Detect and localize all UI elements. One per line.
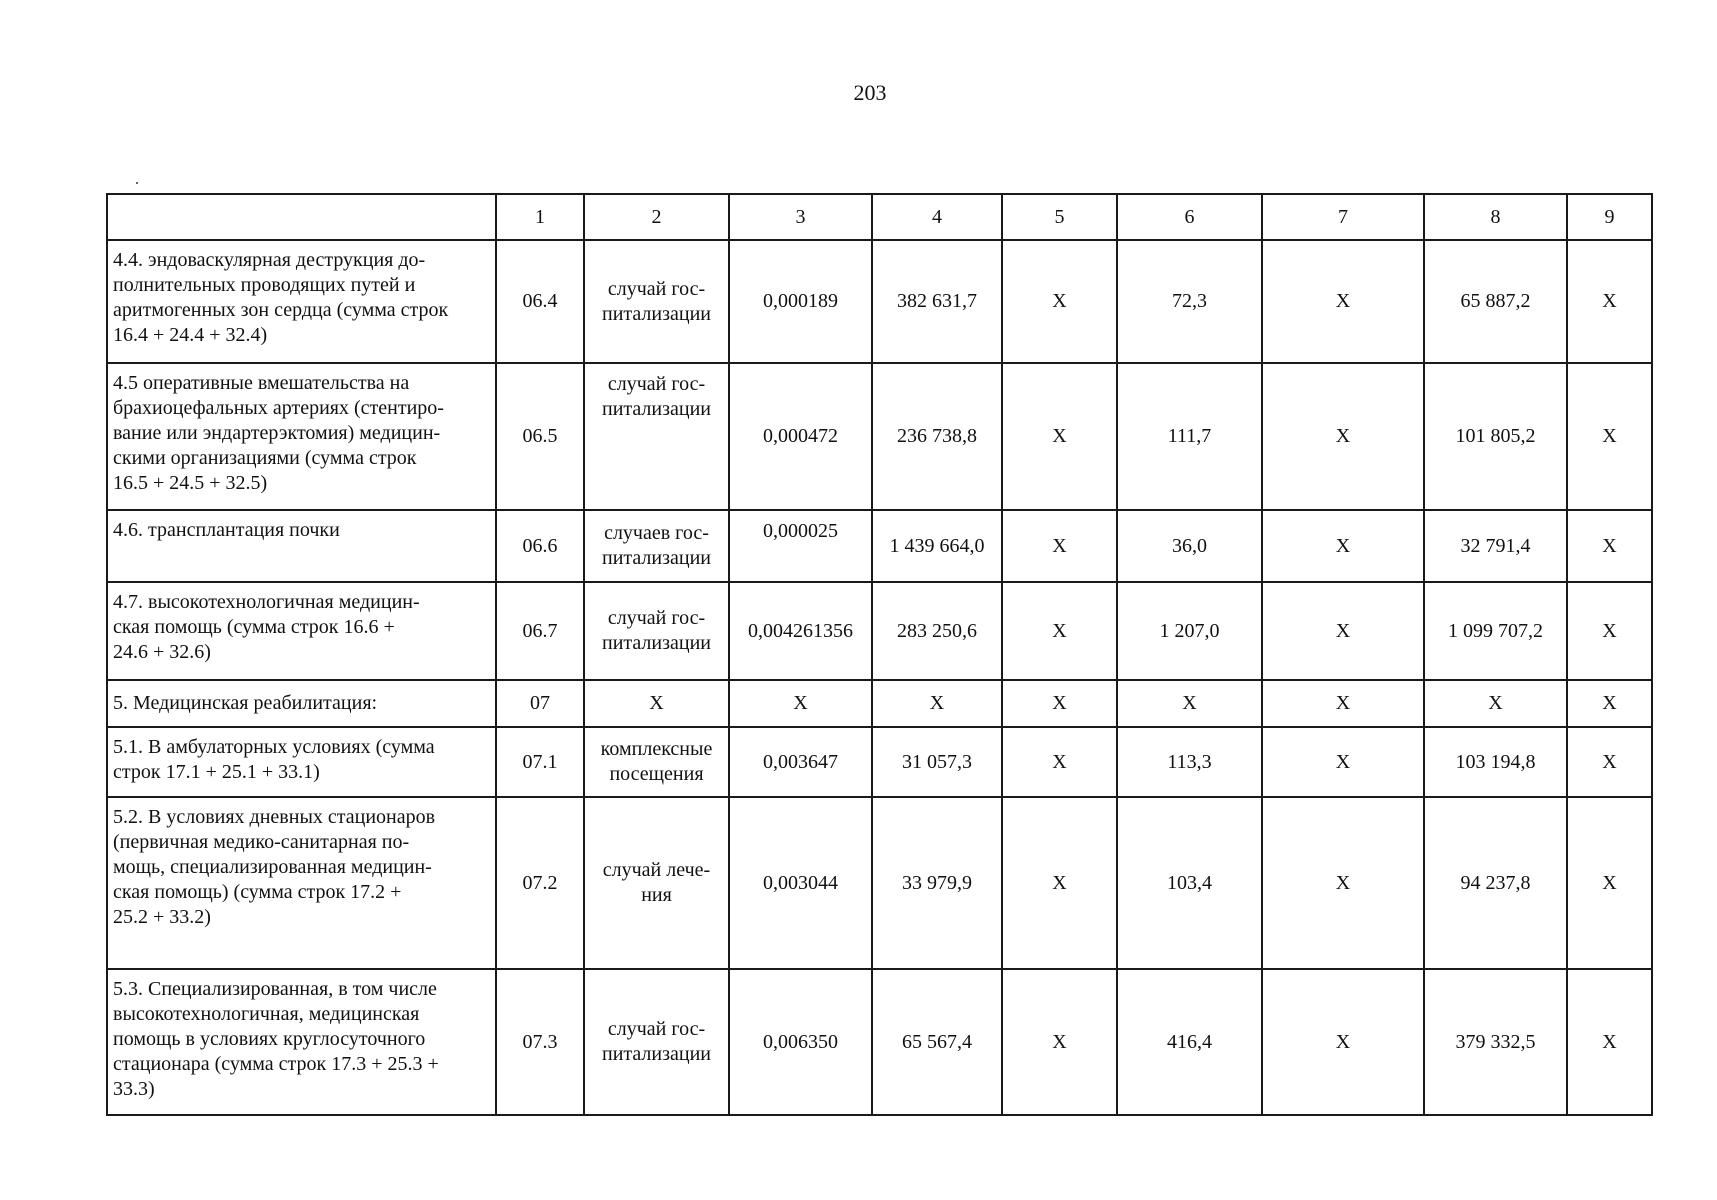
row-name-line: ская помощь) (сумма строк 17.2 +	[113, 881, 402, 903]
row-name-cell	[107, 727, 496, 797]
row-name-line: 16.5 + 24.5 + 32.5)	[113, 472, 268, 494]
data-table	[106, 193, 1653, 1116]
row-name-line: 16.4 + 24.4 + 32.4)	[113, 324, 268, 346]
row-name-line: мощь, специализированная медицин-	[113, 856, 432, 878]
row-code-cell: 06.5	[496, 363, 584, 510]
row-name-line: 5.2. В условиях дневных стационаров	[113, 806, 436, 828]
row-unit-line: комплексные	[600, 738, 713, 760]
row-col6-cell: 36,0	[1117, 510, 1262, 582]
row-unit-line: случай гос-	[607, 373, 706, 395]
row-name-line: 24.6 + 32.6)	[113, 641, 211, 663]
row-col5-cell: Х	[1002, 240, 1117, 363]
row-name-line: помощь в условиях круглосуточного	[113, 1028, 426, 1050]
row-name-line: 5.1. В амбулаторных условиях (сумма	[113, 736, 435, 758]
row-name-cell	[107, 797, 496, 969]
row-name-line: ская помощь (сумма строк 16.6 +	[113, 616, 395, 638]
row-code-cell: 07.3	[496, 969, 584, 1115]
row-col8-cell: 65 887,2	[1424, 240, 1567, 363]
row-col8-cell: 1 099 707,2	[1424, 582, 1567, 680]
row-col3-cell: 0,000472	[729, 363, 872, 510]
row-col3-cell: 0,000189	[729, 240, 872, 363]
row-col4-cell: 1 439 664,0	[872, 510, 1002, 582]
row-unit-line: питализации	[601, 302, 711, 325]
row-col4-cell: Х	[872, 680, 1002, 727]
row-name-cell	[107, 680, 496, 727]
row-name-line: высокотехнологичная, медицинская	[113, 1003, 420, 1025]
row-col8-cell: 379 332,5	[1424, 969, 1567, 1115]
row-col6-cell: 113,3	[1117, 727, 1262, 797]
row-col6-cell: Х	[1117, 680, 1262, 727]
row-code-cell: 07	[496, 680, 584, 727]
table-row	[107, 797, 1652, 969]
row-unit-cell	[584, 363, 729, 510]
row-name-line: стационара (сумма строк 17.3 + 25.3 +	[113, 1053, 439, 1075]
row-col7-cell: Х	[1262, 363, 1424, 510]
row-col6-cell: 72,3	[1117, 240, 1262, 363]
row-name-line: 4.7. высокотехнологичная медицин-	[113, 591, 420, 613]
row-name-cell	[107, 363, 496, 510]
row-col4-cell: 283 250,6	[872, 582, 1002, 680]
row-unit-line: случай лече-	[602, 859, 711, 881]
row-name-line: полнительных проводящих путей и	[113, 274, 416, 296]
row-col3-cell: 0,004261356	[729, 582, 872, 680]
row-col8-cell: 103 194,8	[1424, 727, 1567, 797]
row-unit-cell	[584, 969, 729, 1115]
row-name-line: брахиоцефальных артериях (стентиро-	[113, 397, 444, 419]
row-code-cell: 06.4	[496, 240, 584, 363]
header-cell-8: 8	[1424, 194, 1567, 240]
header-cell-6: 6	[1117, 194, 1262, 240]
row-col9-cell: Х	[1567, 582, 1652, 680]
row-col6-cell: 103,4	[1117, 797, 1262, 969]
row-name-cell	[107, 969, 496, 1115]
row-code-cell: 07.2	[496, 797, 584, 969]
row-col4-cell: 236 738,8	[872, 363, 1002, 510]
table-row	[107, 510, 1652, 582]
row-col4-cell: 33 979,9	[872, 797, 1002, 969]
row-col5-cell: Х	[1002, 363, 1117, 510]
row-name-line: строк 17.1 + 25.1 + 33.1)	[113, 761, 320, 783]
row-unit-line: случай гос-	[607, 277, 706, 300]
header-cell-7: 7	[1262, 194, 1424, 240]
row-unit-line: Х	[649, 692, 664, 714]
table-row	[107, 582, 1652, 680]
row-unit-cell	[584, 582, 729, 680]
row-unit-line: питализации	[601, 547, 711, 569]
row-code-cell: 07.1	[496, 727, 584, 797]
row-name-line: 5. Медицинская реабилитация:	[113, 692, 378, 714]
row-name-cell	[107, 582, 496, 680]
row-col3-cell: 0,003044	[729, 797, 872, 969]
row-col5-cell: Х	[1002, 680, 1117, 727]
row-col5-cell: Х	[1002, 582, 1117, 680]
row-col6-cell: 416,4	[1117, 969, 1262, 1115]
row-col7-cell: Х	[1262, 727, 1424, 797]
row-col7-cell: Х	[1262, 969, 1424, 1115]
row-col8-cell: 94 237,8	[1424, 797, 1567, 969]
row-col9-cell: Х	[1567, 727, 1652, 797]
row-col7-cell: Х	[1262, 510, 1424, 582]
row-name-line: (первичная медико-санитарная по-	[113, 831, 410, 853]
row-col3-cell: 0,003647	[729, 727, 872, 797]
row-name-line: 4.4. эндоваскулярная деструкция до-	[113, 249, 426, 271]
row-col7-cell: Х	[1262, 680, 1424, 727]
row-col9-cell: Х	[1567, 797, 1652, 969]
scan-speck	[136, 182, 138, 184]
header-cell-3: 3	[729, 194, 872, 240]
row-col9-cell: Х	[1567, 240, 1652, 363]
table-row	[107, 969, 1652, 1115]
row-unit-cell	[584, 680, 729, 727]
row-col7-cell: Х	[1262, 797, 1424, 969]
row-col4-cell: 65 567,4	[872, 969, 1002, 1115]
row-col5-cell: Х	[1002, 727, 1117, 797]
row-col8-cell: Х	[1424, 680, 1567, 727]
row-col6-cell: 1 207,0	[1117, 582, 1262, 680]
table-row	[107, 680, 1652, 727]
row-code-cell: 06.6	[496, 510, 584, 582]
row-col8-cell: 32 791,4	[1424, 510, 1567, 582]
row-col3-cell: 0,000025	[729, 510, 872, 582]
row-name-cell	[107, 240, 496, 363]
header-cell-2: 2	[584, 194, 729, 240]
row-unit-line: случай гос-	[607, 1018, 706, 1040]
row-name-line: скими организациями (сумма строк	[113, 447, 417, 469]
row-col5-cell: Х	[1002, 510, 1117, 582]
table-row	[107, 363, 1652, 510]
row-unit-line: посещения	[609, 763, 704, 785]
row-unit-cell	[584, 240, 729, 363]
row-col9-cell: Х	[1567, 363, 1652, 510]
row-col5-cell: Х	[1002, 797, 1117, 969]
header-cell-9: 9	[1567, 194, 1652, 240]
row-col9-cell: Х	[1567, 969, 1652, 1115]
row-name-line: аритмогенных зон сердца (сумма строк	[113, 299, 449, 321]
row-unit-cell	[584, 510, 729, 582]
row-col7-cell: Х	[1262, 582, 1424, 680]
row-code-cell: 06.7	[496, 582, 584, 680]
table-row	[107, 727, 1652, 797]
row-col6-cell: 111,7	[1117, 363, 1262, 510]
row-col9-cell: Х	[1567, 510, 1652, 582]
row-col3-cell: Х	[729, 680, 872, 727]
row-col8-cell: 101 805,2	[1424, 363, 1567, 510]
row-name-cell	[107, 510, 496, 582]
header-row	[107, 194, 1652, 240]
row-unit-line: питализации	[601, 398, 711, 420]
row-unit-cell	[584, 797, 729, 969]
row-unit-line: случай гос-	[607, 607, 706, 629]
row-unit-line: ния	[641, 884, 672, 906]
header-cell-5: 5	[1002, 194, 1117, 240]
row-col7-cell: Х	[1262, 240, 1424, 363]
row-col3-cell: 0,006350	[729, 969, 872, 1115]
row-col4-cell: 382 631,7	[872, 240, 1002, 363]
row-col5-cell: Х	[1002, 969, 1117, 1115]
row-unit-line: случаев гос-	[604, 522, 709, 544]
row-unit-line: питализации	[601, 1043, 711, 1065]
table-row	[107, 240, 1652, 363]
row-col4-cell: 31 057,3	[872, 727, 1002, 797]
header-cell-1: 1	[496, 194, 584, 240]
row-unit-cell	[584, 727, 729, 797]
row-col9-cell: Х	[1567, 680, 1652, 727]
row-name-line: 25.2 + 33.2)	[113, 906, 211, 928]
header-cell-0	[107, 194, 496, 240]
row-name-line: 33.3)	[113, 1078, 155, 1100]
row-name-line: вание или эндартерэктомия) медицин-	[113, 422, 441, 444]
row-name-line: 4.6. трансплантация почки	[113, 519, 340, 541]
page-number: 203	[853, 80, 887, 105]
row-unit-line: питализации	[601, 632, 711, 654]
header-cell-4: 4	[872, 194, 1002, 240]
row-name-line: 4.5 оперативные вмешательства на	[113, 372, 410, 394]
row-name-line: 5.3. Специализированная, в том числе	[113, 978, 437, 1000]
